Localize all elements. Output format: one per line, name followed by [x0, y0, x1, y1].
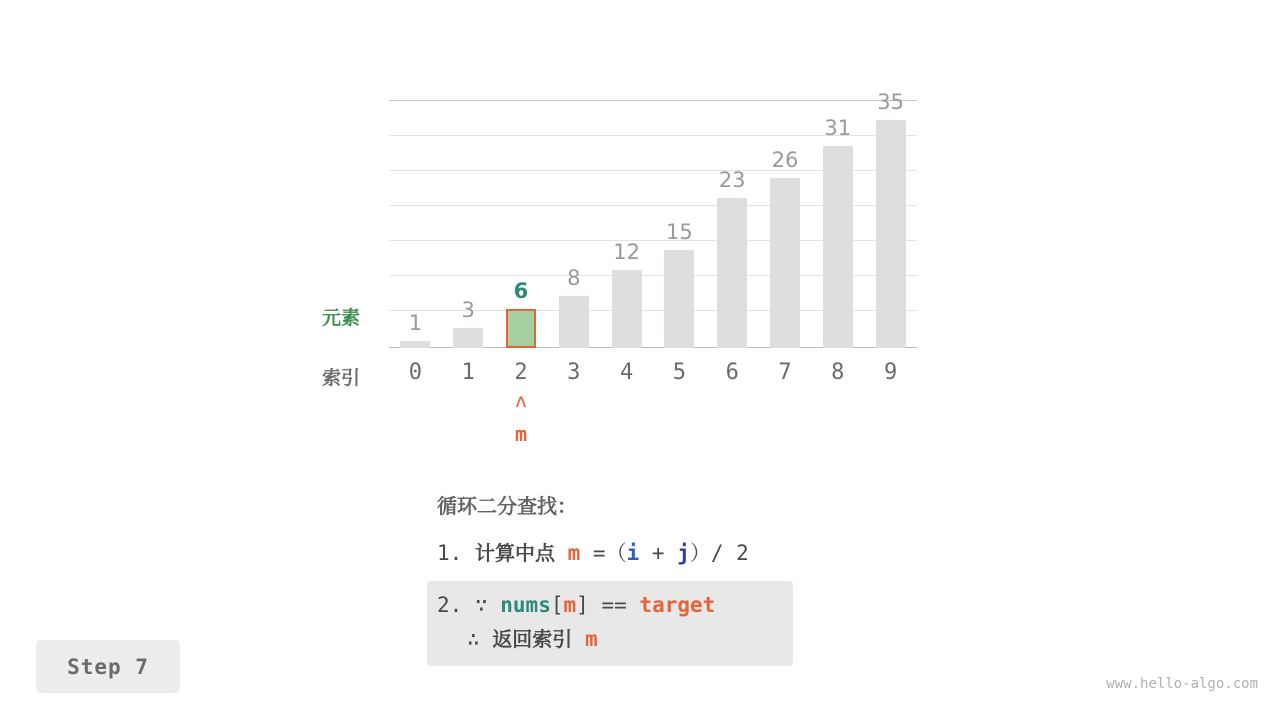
bar-slot [864, 89, 917, 348]
bar [664, 250, 694, 348]
index-label: 2 [514, 360, 528, 385]
step-2-bracket-close: ] [576, 593, 589, 617]
step-1-number: 1. [437, 541, 463, 565]
bar-slot [547, 100, 600, 348]
bar-value-label: 8 [567, 265, 581, 290]
bar-value-label: 35 [877, 89, 904, 114]
bar [717, 198, 747, 348]
caption-title: 循环二分查找： [437, 494, 577, 518]
bar [453, 328, 483, 348]
step-2-number: 2. [437, 593, 463, 617]
bar-slot [442, 100, 495, 348]
bar-slot [600, 100, 653, 348]
step-2-sub-var: m [584, 627, 598, 651]
step-2-line [437, 593, 777, 617]
index-label: 3 [567, 360, 581, 385]
bar-slot [706, 100, 759, 348]
pointer-label-m: m [514, 422, 528, 446]
step-2-operator: == [601, 593, 627, 617]
step-2-sub-text: 返回索引 [492, 627, 573, 651]
bar-highlighted [506, 309, 536, 348]
bar-value-label: 26 [771, 148, 799, 173]
index-label: 5 [672, 360, 687, 385]
bar-value-label: 23 [718, 167, 746, 192]
bar-slot [495, 100, 548, 348]
index-label: 9 [883, 360, 898, 385]
step-1-text: 计算中点 [474, 541, 555, 565]
step-2-sub-symbol: ∴ [467, 627, 480, 651]
step-2-target: target [639, 593, 716, 617]
axis-label-element: 元素 [322, 307, 361, 329]
index-axis [389, 360, 917, 392]
bar-slot [811, 100, 864, 348]
index-label: 8 [831, 360, 845, 385]
step-2-nums: nums [500, 593, 551, 617]
bar [823, 146, 853, 348]
step-2-symbol: ∵ [474, 593, 488, 617]
step-1-expr: =（i + j）/ 2 [592, 541, 749, 565]
bar-value-label: 3 [461, 298, 475, 323]
bar-slot [759, 100, 812, 348]
step-2-sub-line [467, 623, 777, 652]
bar-value-label: 1 [408, 311, 423, 336]
watermark: www.hello-algo.com [1106, 676, 1258, 692]
index-label: 6 [725, 360, 739, 385]
bar-value-label: 15 [666, 220, 693, 245]
bar-value-label: 12 [613, 239, 640, 264]
caption-step-1 [437, 537, 947, 567]
index-label: 4 [619, 360, 634, 385]
axis-label-index: 索引 [322, 367, 361, 389]
bar-value-label: 6 [513, 278, 529, 303]
bar [559, 296, 589, 348]
step-2-bracket-open: [ [550, 593, 564, 617]
index-label: 1 [461, 360, 475, 385]
bar [400, 341, 430, 348]
bar-value-label: 31 [824, 115, 852, 140]
caption-step-2-highlight [427, 581, 793, 666]
bar [876, 120, 906, 348]
pointer-group [389, 392, 917, 452]
step-badge: Step 7 [36, 640, 180, 693]
index-label: 7 [778, 360, 792, 385]
step-1-var-m: m [567, 541, 581, 565]
bar [612, 270, 642, 348]
caption-block [427, 490, 947, 666]
step-2-m: m [563, 593, 577, 617]
bar-slot [653, 100, 706, 348]
bar [770, 178, 800, 348]
bar-chart [389, 89, 917, 348]
bar-slot [389, 100, 442, 348]
index-label: 0 [408, 360, 423, 385]
pointer-caret-m: ʌ [515, 390, 527, 412]
